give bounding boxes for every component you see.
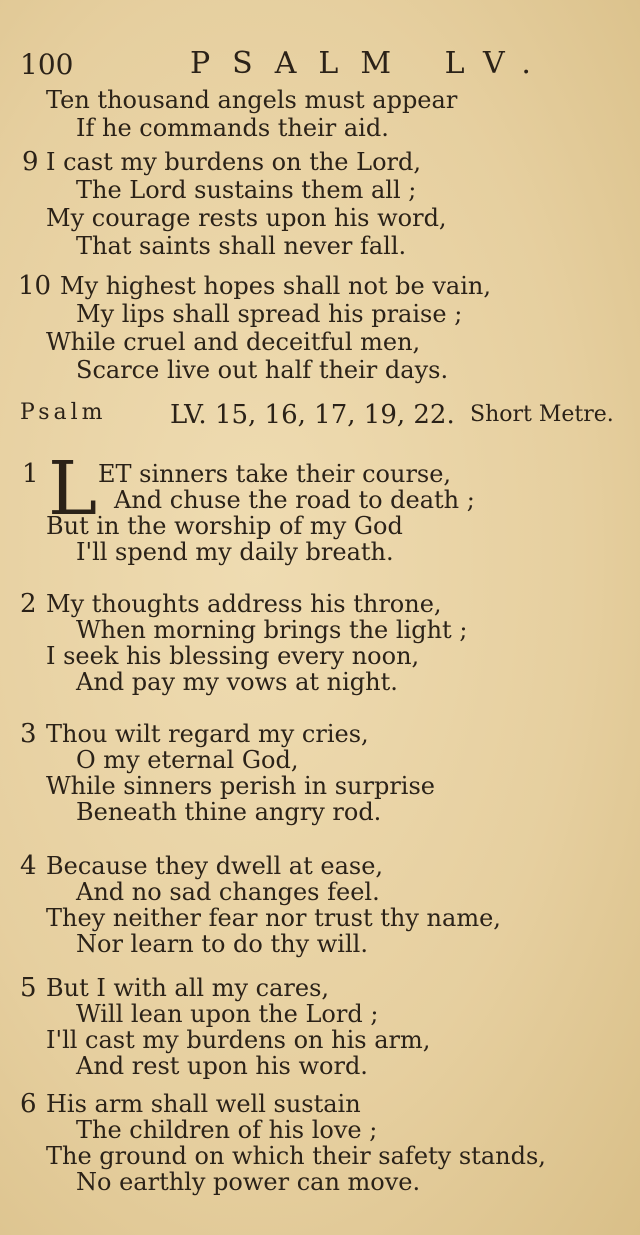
verse-line: And no sad changes feel. [76,878,380,906]
verse-line: Beneath thine angry rod. [76,798,382,826]
verse-line: They neither fear nor trust thy name, [46,904,501,932]
verse-line: I cast my burdens on the Lord, [46,148,421,176]
psalm-heading-refs: LV. 15, 16, 17, 19, 22. [170,400,455,430]
verse-line: And pay my vows at night. [76,668,398,696]
verse-line: My thoughts address his throne, [46,590,442,618]
verse-line: I'll cast my burdens on his arm, [46,1026,431,1054]
verse-line: My lips shall spread his praise ; [76,300,463,328]
psalm-heading-title: Psalm [20,400,107,425]
verse-line: Because they dwell at ease, [46,852,384,880]
stanza-number: 9 [22,147,39,177]
verse-line: That saints shall never fall. [76,232,407,260]
verse-line: The Lord sustains them all ; [76,176,417,204]
verse-line: Ten thousand angels must appear [46,86,458,114]
verse-line: While cruel and deceitful men, [46,328,421,356]
verse-line: My highest hopes shall not be vain, [60,272,491,300]
stanza-number: 5 [20,973,37,1003]
page-header [20,44,620,84]
verse-line: Thou wilt regard my cries, [46,720,369,748]
verse-line: Nor learn to do thy will. [76,930,368,958]
stanza-number: 4 [20,851,37,881]
verse-line: If he commands their aid. [76,114,389,142]
verse-line: Scarce live out half their days. [76,356,449,384]
verse-line: I seek his blessing every noon, [46,642,420,670]
verse-line: The ground on which their safety stands, [46,1142,546,1170]
verse-line: While sinners perish in surprise [46,772,435,800]
verse-line: The children of his love ; [76,1116,378,1144]
verse-line: And chuse the road to death ; [114,486,475,514]
verse-line: No earthly power can move. [76,1168,421,1196]
verse-line: I'll spend my daily breath. [76,538,394,566]
verse-line: His arm shall well sustain [46,1090,361,1118]
verse-line: And rest upon his word. [76,1052,368,1080]
page-number: 100 [20,48,74,81]
stanza-number: 10 [18,271,52,301]
stanza-number: 1 [22,459,39,489]
verse-line: Will lean upon the Lord ; [76,1000,379,1028]
stanza-number: 6 [20,1089,37,1119]
psalm-heading [20,400,630,432]
stanza-number: 3 [20,719,37,749]
verse-line: My courage rests upon his word, [46,204,447,232]
psalm-heading-metre: Short Metre. [470,402,614,427]
verse-line: But in the worship of my God [46,512,403,540]
verse-line: When morning brings the light ; [76,616,468,644]
running-title: PSALM LV. [190,46,553,81]
drop-cap: L [48,446,98,532]
stanza-number: 2 [20,589,37,619]
verse-line: ET sinners take their course, [98,460,452,488]
verse-line: O my eternal God, [76,746,299,774]
verse-line: But I with all my cares, [46,974,330,1002]
